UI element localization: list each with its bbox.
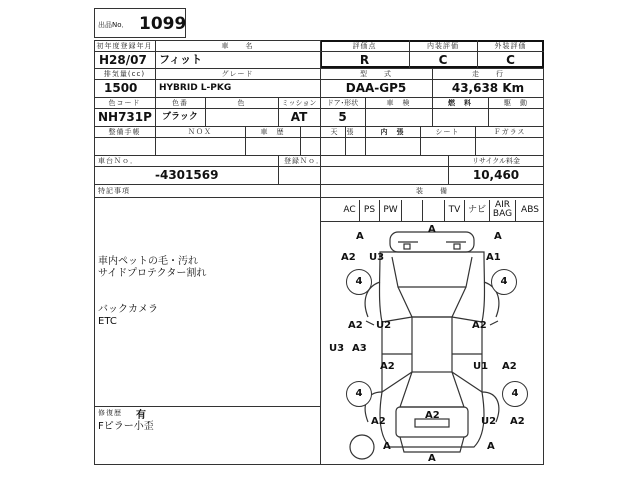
equip-blank-1 [402, 200, 423, 221]
label-recycle: リサイクル料金 [471, 157, 521, 165]
equip-navi: ナビ [465, 200, 490, 221]
label-history: 車 歴 [260, 128, 285, 136]
value-recycle: 10,460 [472, 168, 520, 182]
label-doors: ドア･形状 [326, 99, 359, 107]
label-grade: グレード [221, 70, 254, 78]
damage-mark: U3 [369, 252, 385, 263]
tire-front-left: 4 [346, 269, 372, 295]
equip-pw: PW [380, 200, 402, 221]
damage-mark: A3 [352, 343, 367, 354]
label-inspection: 車 検 [386, 99, 411, 107]
label-interior-score: 内装評価 [427, 42, 459, 50]
note-line: バックカメラ [98, 304, 158, 315]
value-chassis: -4301569 [155, 168, 219, 182]
label-first-registration: 初年度登録年月 [96, 42, 153, 50]
damage-mark: U1 [473, 361, 489, 372]
label-transmission: ミッション [281, 99, 317, 107]
equip-ps: PS [360, 200, 380, 221]
equip-ac: AC [320, 200, 360, 221]
equip-airbag [490, 200, 516, 221]
label-notes: 特記事項 [98, 187, 130, 195]
damage-mark: A [383, 441, 391, 452]
damage-mark: A [494, 231, 502, 242]
notes-list [98, 256, 206, 328]
value-repair: 有 [136, 410, 146, 421]
label-reg: 登録Ｎｏ． [284, 157, 324, 165]
equip-airbag-label: AIR BAG [492, 200, 513, 219]
label-color: 色 [237, 99, 246, 107]
value-model: DAA-GP5 [345, 81, 407, 95]
lot-box [94, 8, 186, 38]
tire-front-right: 4 [491, 269, 517, 295]
label-car-name: 車 名 [221, 42, 254, 50]
label-exterior-score: 外装評価 [494, 42, 527, 50]
label-color-cat: 色番 [172, 99, 188, 107]
label-model: 型 式 [360, 70, 392, 78]
equip-abs: ABS [521, 205, 539, 215]
damage-mark: A [356, 231, 364, 242]
damage-mark: A2 [371, 416, 386, 427]
label-equipment: 装 備 [416, 187, 448, 195]
note-line [98, 280, 206, 304]
equip-blank-2 [423, 200, 445, 221]
value-mileage: 43,638 Km [451, 81, 525, 95]
note-line: サイドプロテクター割れ [98, 268, 207, 279]
label-fglass: Ｆガラス [493, 128, 526, 136]
damage-mark: A [428, 453, 436, 464]
label-displacement: 排気量(cc) [103, 70, 146, 78]
damage-mark: A2 [380, 361, 395, 372]
label-fuel: 燃 料 [448, 99, 472, 107]
value-exterior-score: C [506, 53, 515, 67]
label-interior: 内 張 [380, 128, 405, 136]
damage-mark: U2 [376, 320, 392, 331]
value-interior-score: C [438, 53, 448, 67]
damage-mark: A1 [486, 252, 501, 263]
damage-mark: A2 [502, 361, 517, 372]
value-color-code: NH731P [98, 110, 152, 124]
lot-label: 出品No． [98, 21, 129, 29]
tire-rear-left: 4 [346, 381, 372, 407]
tire-rear-right: 4 [502, 381, 528, 407]
label-seat: シート [435, 128, 460, 136]
value-score: R [359, 53, 370, 67]
note-line: 車内ペットの毛・汚れ [98, 256, 198, 267]
label-sunroof: 天 張 [330, 128, 355, 136]
note-line: ETC [98, 316, 117, 327]
label-mileage: 走 行 [472, 70, 504, 78]
damage-mark: A2 [348, 320, 363, 331]
label-chassis: 車台Ｎｏ． [98, 157, 138, 165]
damage-mark: A2 [472, 320, 487, 331]
label-manual: 整備手帳 [108, 128, 141, 136]
value-doors: 5 [338, 110, 347, 124]
repair-note: Fピラー小歪 [98, 421, 154, 432]
damage-mark: A2 [510, 416, 525, 427]
damage-mark: A [487, 441, 495, 452]
label-repair: 修復歴 [98, 409, 122, 417]
damage-mark: A2 [341, 252, 356, 263]
lot-number: 1099 [139, 14, 187, 34]
equip-tv: TV [445, 200, 465, 221]
value-grade: HYBRID L-PKG [159, 83, 232, 93]
label-drive: 駆 動 [504, 99, 528, 107]
value-color: ブラック [162, 112, 198, 122]
damage-mark: U2 [481, 416, 497, 427]
value-displacement: 1500 [104, 81, 138, 95]
label-color-code: 色コード [108, 99, 141, 107]
value-transmission: AT [290, 110, 308, 124]
label-score: 評価点 [352, 42, 377, 50]
damage-mark: A [428, 224, 436, 235]
damage-mark: U3 [329, 343, 345, 354]
value-first-registration: H28/07 [99, 53, 147, 67]
value-car-name: フィット [159, 53, 203, 66]
label-nox: ＮＯＸ [188, 128, 212, 136]
damage-mark: A2 [425, 410, 440, 421]
